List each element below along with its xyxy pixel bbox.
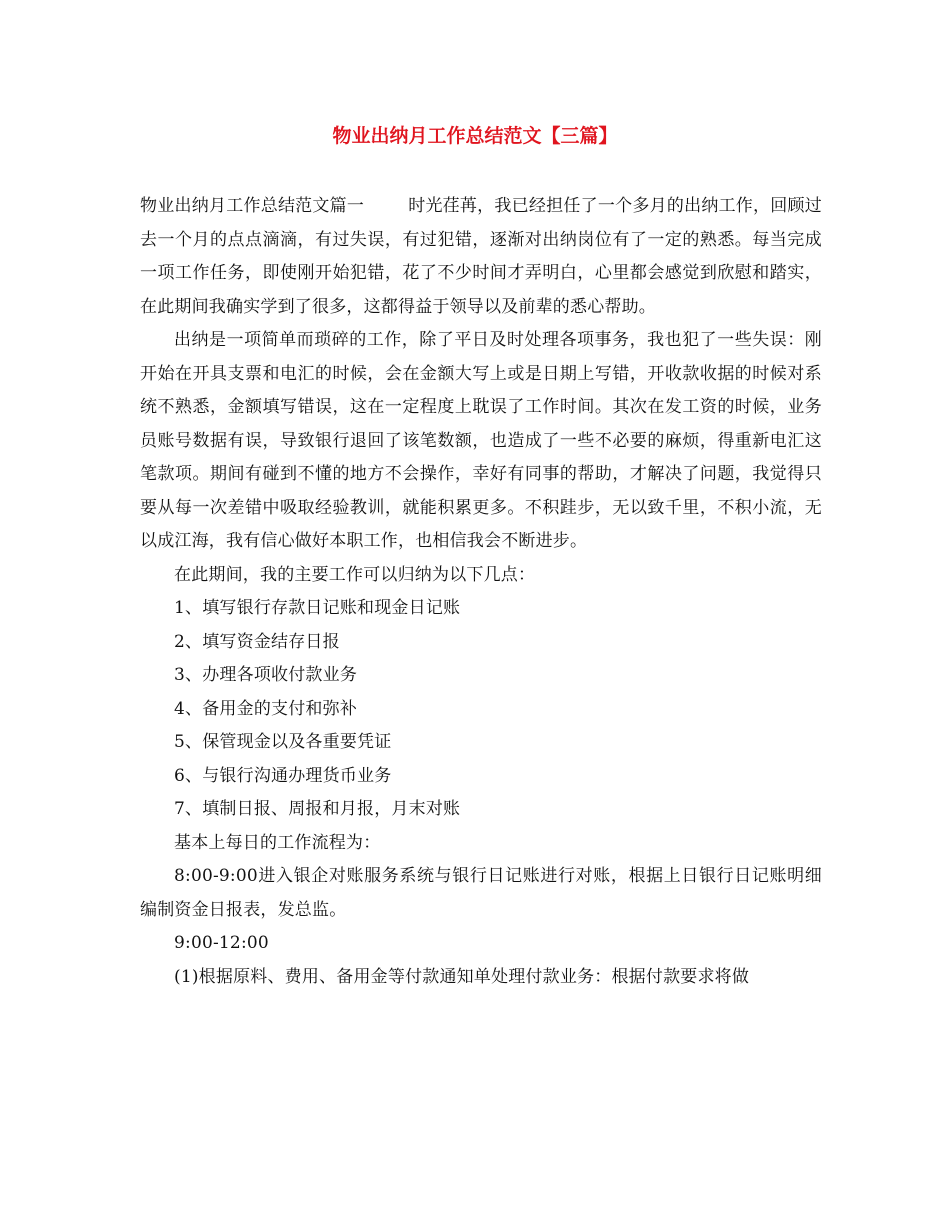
paragraph-payment-step: (1)根据原料、费用、备用金等付款通知单处理付款业务：根据付款要求将做 xyxy=(174,966,750,987)
list-item: 7、填制日报、周报和月报，月末对账 xyxy=(174,799,461,819)
document-body xyxy=(140,190,822,994)
paragraph-time-slot: 9:00-12:00 xyxy=(174,933,269,953)
paragraph-workflow-morning: 8:00-9:00进入银企对账服务系统与银行日记账进行对账，根据上日银行日记账明细编制资金日报表，发总监。 xyxy=(140,866,822,920)
paragraph-intro-body: 时光荏苒，我已经担任了一个多月的出纳工作，回顾过去一个月的点点滴滴，有过失误，有过犯错，逐渐对出纳岗位有了一定的熟悉。每当完成一项工作任务，即使刚开始犯错，花了不少时间才弄明白，心里都会感觉到欣慰和踏实，在此期间我确实学到了很多，这都得益于领导以及前辈的悉心帮助。 xyxy=(140,196,822,317)
duties-list xyxy=(140,592,822,827)
paragraph-intro xyxy=(140,190,822,324)
paragraph-workflow-intro: 基本上每日的工作流程为： xyxy=(174,832,381,853)
list-item: 1、填写银行存款日记账和现金日记账 xyxy=(174,598,461,618)
paragraph-mistakes: 出纳是一项简单而琐碎的工作，除了平日及时处理各项事务，我也犯了一些失误：刚开始在开具支票和电汇的时候，会在金额大写上或是日期上写错，开收款收据的时候对系统不熟悉，金额填写错误，这在一定程度上耽误了工作时间。其次在发工资的时候，业务员账号数据有误，导致银行退回了该笔数额，也造成了一些不必要的麻烦，得重新电汇这笔款项。期间有碰到不懂的地方不会操作，幸好有同事的帮助，才解决了问题，我觉得只要从每一次差错中吸取经验教训，就能积累更多。不积跬步，无以致千里，不积小流，无以成江海，我有信心做好本职工作，也相信我会不断进步。 xyxy=(140,330,822,551)
list-item: 4、备用金的支付和弥补 xyxy=(174,698,358,719)
list-item: 5、保管现金以及各重要凭证 xyxy=(174,732,392,752)
paragraph-intro-heading: 物业出纳月工作总结范文篇一 xyxy=(140,196,365,216)
list-item: 6、与银行沟通办理货币业务 xyxy=(174,765,392,786)
list-item: 2、填写资金结存日报 xyxy=(174,631,340,652)
document-title: 物业出纳月工作总结范文【三篇】 xyxy=(332,125,618,147)
paragraph-duties-intro: 在此期间，我的主要工作可以归纳为以下几点： xyxy=(174,564,536,585)
list-item: 3、办理各项收付款业务 xyxy=(174,665,358,685)
